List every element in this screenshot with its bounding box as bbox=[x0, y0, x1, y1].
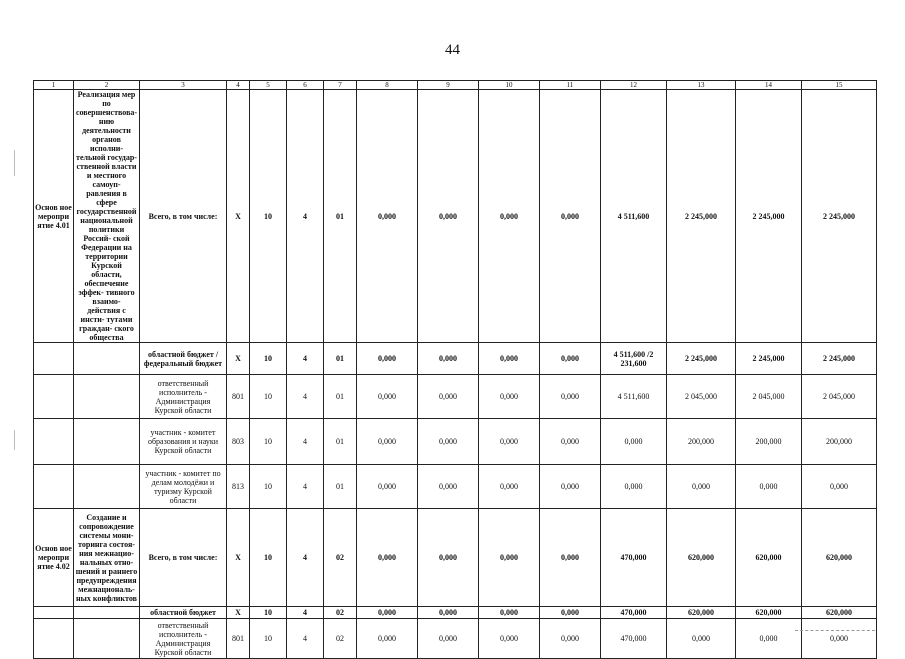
table-row bbox=[34, 419, 877, 465]
cell-c5: 10 bbox=[250, 343, 287, 375]
header-cell: 5 bbox=[250, 81, 287, 90]
cell-c13: 0,000 bbox=[667, 465, 736, 509]
cell-c13: 620,000 bbox=[667, 509, 736, 607]
header-cell: 13 bbox=[667, 81, 736, 90]
cell-c5: 10 bbox=[250, 465, 287, 509]
cell-c6: 4 bbox=[287, 509, 324, 607]
cell-c5: 10 bbox=[250, 375, 287, 419]
scan-margin-mark bbox=[14, 430, 15, 450]
cell-c4: X bbox=[227, 90, 250, 343]
cell-c14: 2 045,000 bbox=[736, 375, 802, 419]
cell-c8: 0,000 bbox=[357, 419, 418, 465]
event-description bbox=[74, 343, 140, 375]
page-number: 44 bbox=[445, 42, 460, 58]
cell-c6: 4 bbox=[287, 90, 324, 343]
cell-c13: 0,000 bbox=[667, 619, 736, 659]
event-code bbox=[34, 343, 74, 375]
header-cell: 1 bbox=[34, 81, 74, 90]
header-cell: 6 bbox=[287, 81, 324, 90]
event-description bbox=[74, 465, 140, 509]
cell-c10: 0,000 bbox=[479, 607, 540, 619]
cell-c11: 0,000 bbox=[540, 343, 601, 375]
source-label: областной бюджет /федеральный бюджет bbox=[140, 343, 227, 375]
cell-c9: 0,000 bbox=[418, 375, 479, 419]
cell-c9: 0,000 bbox=[418, 619, 479, 659]
cell-c7: 01 bbox=[324, 375, 357, 419]
cell-c14: 620,000 bbox=[736, 509, 802, 607]
cell-c13: 2 245,000 bbox=[667, 343, 736, 375]
cell-c10: 0,000 bbox=[479, 90, 540, 343]
cell-c6: 4 bbox=[287, 619, 324, 659]
header-cell: 12 bbox=[601, 81, 667, 90]
cell-c15: 200,000 bbox=[802, 419, 877, 465]
source-label: Всего, в том числе: bbox=[140, 90, 227, 343]
cell-c8: 0,000 bbox=[357, 509, 418, 607]
event-description bbox=[74, 619, 140, 659]
cell-c6: 4 bbox=[287, 375, 324, 419]
cell-c10: 0,000 bbox=[479, 375, 540, 419]
header-cell: 8 bbox=[357, 81, 418, 90]
cell-c8: 0,000 bbox=[357, 619, 418, 659]
cell-c5: 10 bbox=[250, 90, 287, 343]
cell-c5: 10 bbox=[250, 619, 287, 659]
cell-c13: 2 245,000 bbox=[667, 90, 736, 343]
table-row bbox=[34, 375, 877, 419]
cell-c4: X bbox=[227, 343, 250, 375]
header-cell: 4 bbox=[227, 81, 250, 90]
cell-c6: 4 bbox=[287, 343, 324, 375]
cell-c15: 2 245,000 bbox=[802, 90, 877, 343]
cell-c8: 0,000 bbox=[357, 90, 418, 343]
header-cell: 2 bbox=[74, 81, 140, 90]
cell-c12: 0,000 bbox=[601, 419, 667, 465]
cell-c11: 0,000 bbox=[540, 465, 601, 509]
cell-c14: 0,000 bbox=[736, 619, 802, 659]
cell-c8: 0,000 bbox=[357, 607, 418, 619]
event-description: Реализация мер по совершенствова- нию деятельности органов исполни- тельной государ- ственной власти и местного самоуп- равления в сфере государственной национальной политики Россий- ской Федерации на территории Курской области, обеспечение эффек- тивного взаимо- действия с инсти- тутами граждан- ского общества bbox=[74, 90, 140, 343]
cell-c5: 10 bbox=[250, 419, 287, 465]
cell-c15: 0,000 bbox=[802, 619, 877, 659]
cell-c9: 0,000 bbox=[418, 465, 479, 509]
cell-c11: 0,000 bbox=[540, 90, 601, 343]
cell-c13: 200,000 bbox=[667, 419, 736, 465]
cell-c6: 4 bbox=[287, 607, 324, 619]
header-cell: 7 bbox=[324, 81, 357, 90]
cell-c7: 02 bbox=[324, 607, 357, 619]
cell-c10: 0,000 bbox=[479, 509, 540, 607]
cell-c6: 4 bbox=[287, 465, 324, 509]
cell-c12: 470,000 bbox=[601, 509, 667, 607]
source-label: участник - комитет образования и науки Курской области bbox=[140, 419, 227, 465]
event-description bbox=[74, 375, 140, 419]
header-cell: 10 bbox=[479, 81, 540, 90]
scan-artifact-line bbox=[795, 630, 875, 632]
cell-c12: 0,000 bbox=[601, 465, 667, 509]
table-row bbox=[34, 619, 877, 659]
source-label: ответственный исполнитель - Администрация Курской области bbox=[140, 375, 227, 419]
cell-c15: 0,000 bbox=[802, 465, 877, 509]
cell-c4: 801 bbox=[227, 619, 250, 659]
table-row bbox=[34, 607, 877, 619]
event-code bbox=[34, 375, 74, 419]
cell-c11: 0,000 bbox=[540, 419, 601, 465]
event-code bbox=[34, 419, 74, 465]
table-row bbox=[34, 465, 877, 509]
cell-c7: 02 bbox=[324, 619, 357, 659]
cell-c14: 0,000 bbox=[736, 465, 802, 509]
cell-c4: 801 bbox=[227, 375, 250, 419]
source-label: Всего, в том числе: bbox=[140, 509, 227, 607]
header-row bbox=[34, 81, 877, 90]
event-code bbox=[34, 619, 74, 659]
cell-c7: 01 bbox=[324, 419, 357, 465]
cell-c15: 2 245,000 bbox=[802, 343, 877, 375]
cell-c15: 2 045,000 bbox=[802, 375, 877, 419]
table-row bbox=[34, 509, 877, 607]
cell-c12: 470,000 bbox=[601, 607, 667, 619]
cell-c7: 01 bbox=[324, 343, 357, 375]
cell-c9: 0,000 bbox=[418, 607, 479, 619]
cell-c12: 4 511,600 bbox=[601, 90, 667, 343]
cell-c8: 0,000 bbox=[357, 465, 418, 509]
header-cell: 15 bbox=[802, 81, 877, 90]
header-cell: 9 bbox=[418, 81, 479, 90]
cell-c4: 803 bbox=[227, 419, 250, 465]
source-label: ответственный исполнитель - Администрация Курской области bbox=[140, 619, 227, 659]
cell-c5: 10 bbox=[250, 509, 287, 607]
event-code bbox=[34, 607, 74, 619]
cell-c9: 0,000 bbox=[418, 509, 479, 607]
cell-c8: 0,000 bbox=[357, 343, 418, 375]
cell-c5: 10 bbox=[250, 607, 287, 619]
event-code: Основ ное меропри ятие 4.02 bbox=[34, 509, 74, 607]
cell-c10: 0,000 bbox=[479, 343, 540, 375]
cell-c9: 0,000 bbox=[418, 419, 479, 465]
header-cell: 3 bbox=[140, 81, 227, 90]
cell-c13: 620,000 bbox=[667, 607, 736, 619]
cell-c10: 0,000 bbox=[479, 465, 540, 509]
cell-c4: X bbox=[227, 607, 250, 619]
cell-c15: 620,000 bbox=[802, 509, 877, 607]
header-cell: 14 bbox=[736, 81, 802, 90]
source-label: областной бюджет bbox=[140, 607, 227, 619]
cell-c12: 4 511,600 bbox=[601, 375, 667, 419]
cell-c11: 0,000 bbox=[540, 509, 601, 607]
cell-c4: X bbox=[227, 509, 250, 607]
scan-margin-mark bbox=[14, 150, 15, 176]
source-label: участник - комитет по делам молодёжи и туризму Курской области bbox=[140, 465, 227, 509]
cell-c9: 0,000 bbox=[418, 343, 479, 375]
cell-c7: 01 bbox=[324, 90, 357, 343]
cell-c12: 470,000 bbox=[601, 619, 667, 659]
cell-c12: 4 511,600 /2 231,600 bbox=[601, 343, 667, 375]
cell-c4: 813 bbox=[227, 465, 250, 509]
cell-c6: 4 bbox=[287, 419, 324, 465]
cell-c10: 0,000 bbox=[479, 419, 540, 465]
header-cell: 11 bbox=[540, 81, 601, 90]
cell-c14: 2 245,000 bbox=[736, 343, 802, 375]
budget-table bbox=[33, 80, 877, 659]
cell-c11: 0,000 bbox=[540, 607, 601, 619]
cell-c14: 2 245,000 bbox=[736, 90, 802, 343]
event-description bbox=[74, 607, 140, 619]
cell-c7: 02 bbox=[324, 509, 357, 607]
event-description bbox=[74, 419, 140, 465]
event-description: Создание и сопровождение системы мони- торинга состоя- ния межнацио- нальных отно- шений и раннего предупреждения межнациональ- ных конфликтов bbox=[74, 509, 140, 607]
cell-c9: 0,000 bbox=[418, 90, 479, 343]
cell-c15: 620,000 bbox=[802, 607, 877, 619]
table-row bbox=[34, 90, 877, 343]
cell-c14: 620,000 bbox=[736, 607, 802, 619]
cell-c10: 0,000 bbox=[479, 619, 540, 659]
cell-c7: 01 bbox=[324, 465, 357, 509]
cell-c11: 0,000 bbox=[540, 375, 601, 419]
table-row bbox=[34, 343, 877, 375]
cell-c13: 2 045,000 bbox=[667, 375, 736, 419]
cell-c14: 200,000 bbox=[736, 419, 802, 465]
cell-c8: 0,000 bbox=[357, 375, 418, 419]
event-code bbox=[34, 465, 74, 509]
event-code: Основ ное меропри ятие 4.01 bbox=[34, 90, 74, 343]
cell-c11: 0,000 bbox=[540, 619, 601, 659]
